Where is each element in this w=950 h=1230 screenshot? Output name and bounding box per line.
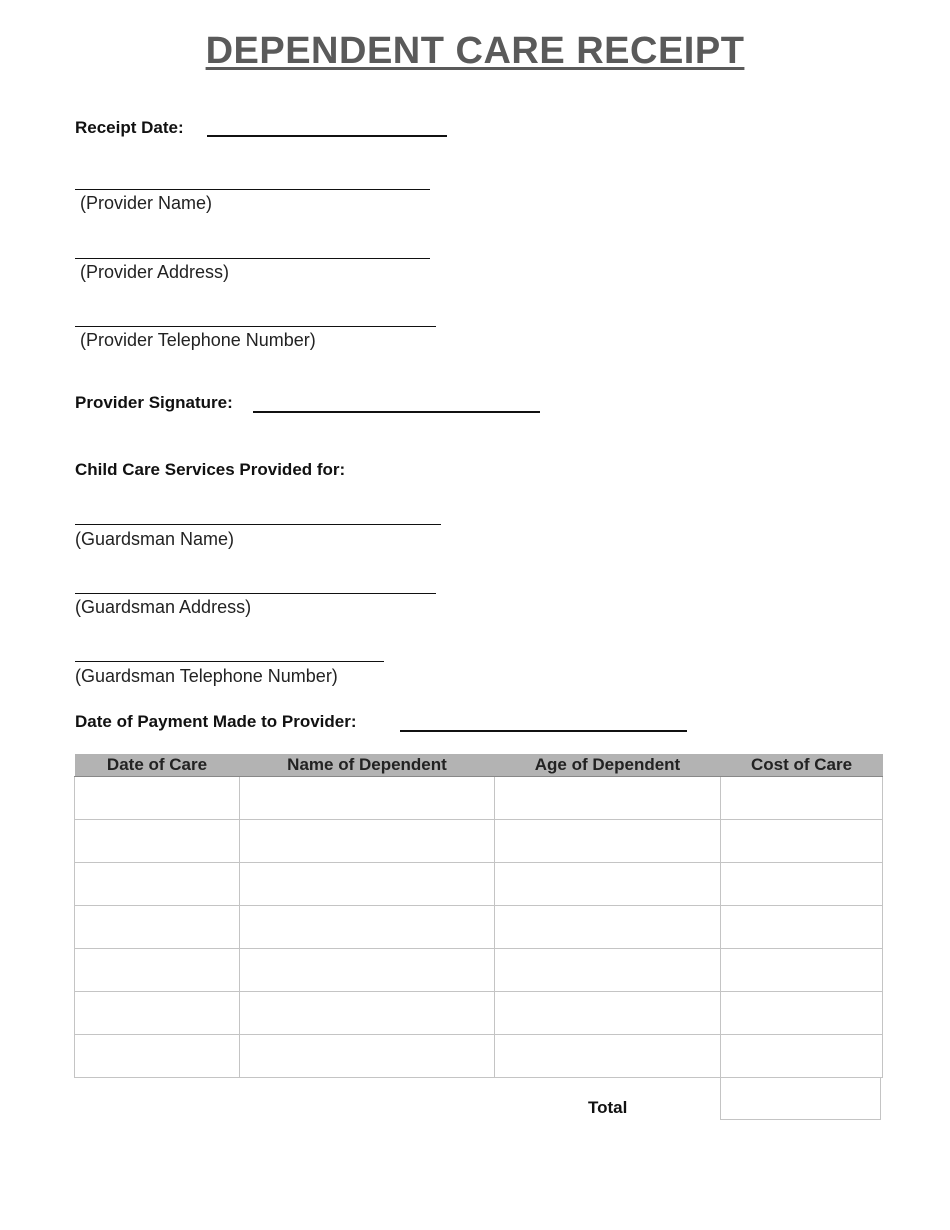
provider-signature-label: Provider Signature: — [75, 393, 233, 412]
header-date-of-care: Date of Care — [75, 754, 240, 777]
date-of-care-cell[interactable] — [75, 992, 240, 1035]
date-of-care-cell[interactable] — [75, 949, 240, 992]
table-header-row — [75, 754, 883, 777]
receipt-date-field[interactable] — [207, 135, 447, 137]
age-of-dependent-cell[interactable] — [495, 992, 721, 1035]
table-row — [75, 992, 883, 1035]
provider-name-field[interactable] — [75, 189, 430, 190]
age-of-dependent-cell[interactable] — [495, 820, 721, 863]
provider-phone-caption: (Provider Telephone Number) — [80, 330, 316, 350]
cost-of-care-cell[interactable] — [721, 820, 883, 863]
guardsman-address-caption: (Guardsman Address) — [75, 597, 252, 617]
guardsman-name-field[interactable] — [75, 524, 441, 525]
provider-address-field[interactable] — [75, 258, 430, 259]
guardsman-address-field[interactable] — [75, 593, 436, 594]
payment-date-field[interactable] — [400, 730, 687, 732]
header-age-of-dependent: Age of Dependent — [495, 754, 721, 777]
services-label: Child Care Services Provided for: — [75, 460, 346, 479]
name-of-dependent-cell[interactable] — [240, 863, 495, 906]
date-of-care-cell[interactable] — [75, 1035, 240, 1078]
date-of-care-cell[interactable] — [75, 820, 240, 863]
name-of-dependent-cell[interactable] — [240, 949, 495, 992]
name-of-dependent-cell[interactable] — [240, 1035, 495, 1078]
date-of-care-cell[interactable] — [75, 906, 240, 949]
name-of-dependent-cell[interactable] — [240, 906, 495, 949]
date-of-care-cell[interactable] — [75, 863, 240, 906]
age-of-dependent-cell[interactable] — [495, 949, 721, 992]
table-row — [75, 906, 883, 949]
table-row — [75, 949, 883, 992]
document-title: DEPENDENT CARE RECEIPT — [205, 30, 745, 72]
age-of-dependent-cell[interactable] — [495, 1035, 721, 1078]
provider-phone-field[interactable] — [75, 326, 436, 327]
care-table — [74, 754, 883, 1078]
header-name-of-dependent: Name of Dependent — [240, 754, 495, 777]
table-row — [75, 777, 883, 820]
receipt-date-label: Receipt Date: — [75, 118, 184, 137]
guardsman-phone-caption: (Guardsman Telephone Number) — [75, 666, 338, 686]
name-of-dependent-cell[interactable] — [240, 777, 495, 820]
guardsman-name-caption: (Guardsman Name) — [75, 529, 235, 549]
guardsman-phone-field[interactable] — [75, 661, 384, 662]
name-of-dependent-cell[interactable] — [240, 820, 495, 863]
header-cost-of-care: Cost of Care — [721, 754, 883, 777]
cost-of-care-cell[interactable] — [721, 777, 883, 820]
age-of-dependent-cell[interactable] — [495, 906, 721, 949]
cost-of-care-cell[interactable] — [721, 1035, 883, 1078]
payment-date-label: Date of Payment Made to Provider: — [75, 712, 357, 731]
total-cost-cell[interactable] — [720, 1077, 881, 1120]
cost-of-care-cell[interactable] — [721, 949, 883, 992]
provider-name-caption: (Provider Name) — [80, 193, 213, 213]
provider-address-caption: (Provider Address) — [80, 262, 230, 282]
date-of-care-cell[interactable] — [75, 777, 240, 820]
table-row — [75, 1035, 883, 1078]
total-label: Total — [588, 1098, 628, 1117]
table-row — [75, 863, 883, 906]
provider-signature-field[interactable] — [253, 411, 540, 413]
cost-of-care-cell[interactable] — [721, 992, 883, 1035]
table-row — [75, 820, 883, 863]
age-of-dependent-cell[interactable] — [495, 863, 721, 906]
name-of-dependent-cell[interactable] — [240, 992, 495, 1035]
cost-of-care-cell[interactable] — [721, 863, 883, 906]
cost-of-care-cell[interactable] — [721, 906, 883, 949]
age-of-dependent-cell[interactable] — [495, 777, 721, 820]
